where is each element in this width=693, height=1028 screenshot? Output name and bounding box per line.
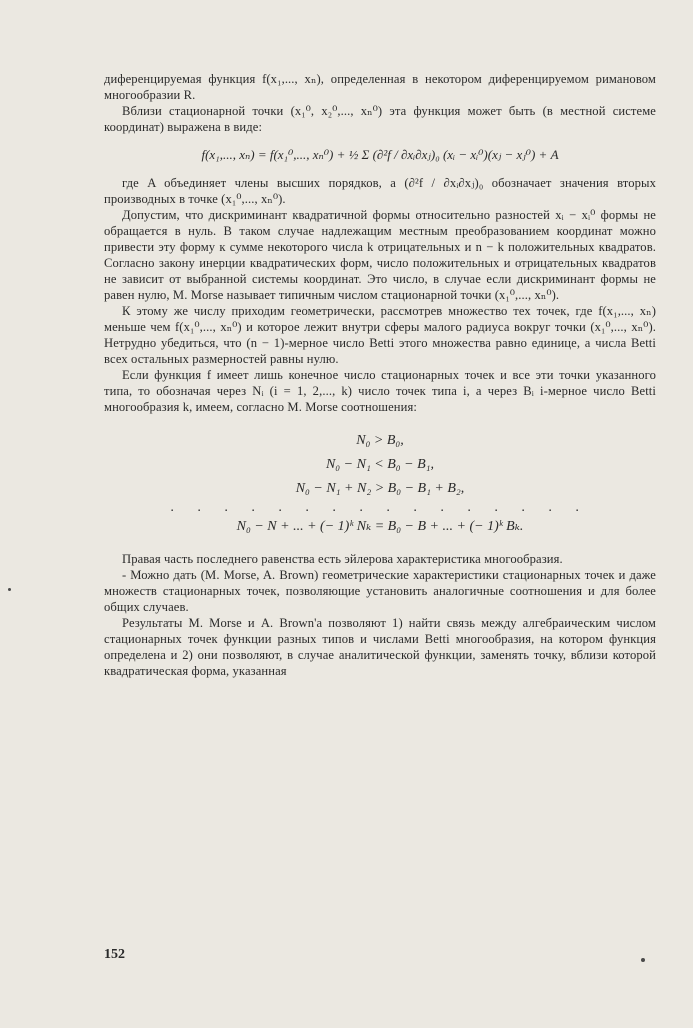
page-number: 152 bbox=[104, 947, 125, 962]
ellipsis-row: . . . . . . . . . . . . . . . . bbox=[170, 500, 590, 515]
paragraph: - Можно дать (M. Morse, A. Brown) геометрические характеристики стационарных точек и даже множеств стационарных точек, позволяющие установить аналогичные соотношения и для более общих случаев. bbox=[104, 568, 656, 614]
inequality-row: N₀ > B₀, bbox=[356, 433, 404, 448]
text-column bbox=[104, 71, 656, 679]
taylor-expansion-formula: f(x₁,..., xₙ) = f(x₁⁰,..., xₙ⁰) + ½ Σ (∂²f / ∂xᵢ∂xⱼ)₀ (xᵢ − xᵢ⁰)(xⱼ − xⱼ⁰) + A bbox=[201, 147, 559, 162]
ink-speck bbox=[8, 588, 11, 591]
paragraph: Правая часть последнего равенства есть эйлерова характеристика многообразия. bbox=[122, 552, 563, 566]
paragraph: где A объединяет члены высших порядков, а (∂²f / ∂xᵢ∂xⱼ)₀ обозначает значения вторых производных в точке (x₁⁰,..., xₙ⁰). bbox=[104, 176, 656, 206]
paragraph: диференцируемая функция f(x₁,..., xₙ), определенная в некотором диференцируемом римановом многообразии R. bbox=[104, 72, 656, 102]
paragraph: Вблизи стационарной точки (x₁⁰, x₂⁰,..., xₙ⁰) эта функция может быть (в местной системе координат) выражена в виде: bbox=[104, 104, 656, 134]
inequality-row: N₀ − N₁ < B₀ − B₁, bbox=[325, 457, 435, 472]
paragraph: Допустим, что дискриминант квадратичной формы относительно разностей xᵢ − xᵢ⁰ формы не обращается в нуль. В таком случае надлежащим местным преобразованием координат можно привести эту форму к сумме некоторого числа k отрицательных и n − k положительных квадратов. Согласно закону инерции квадратических форм, число положительных и отрицательных квадратов не зависит от выбранной системы координат. Это число, в случае если дискриминант формы не равен нулю, M. Morse называет типичным числом стационарной точки (x₁⁰,..., xₙ⁰). bbox=[104, 208, 656, 302]
equality-row: N₀ − N + ... + (− 1)ᵏ Nₖ = B₀ − B + ... + (− 1)ᵏ Bₖ. bbox=[236, 519, 524, 534]
paragraph: К этому же числу приходим геометрически, рассмотрев множество тех точек, где f(x₁,..., xₙ) меньше чем f(x₁⁰,..., xₙ⁰) и которое лежит внутри сферы малого радиуса вокруг точки (x₁⁰,..., xₙ⁰). Нетрудно убедиться, что (n − 1)-мерное число Betti этого множества равно единице, а числа Betti всех остальных размерностей равны нулю. bbox=[104, 304, 656, 366]
ink-speck bbox=[641, 958, 645, 962]
morse-inequalities bbox=[104, 429, 656, 539]
paragraph: Если функция f имеет лишь конечное число стационарных точек и все эти точки указанного типа, то обозначая через Nᵢ (i = 1, 2,..., k) число точек типа i, а через Bᵢ i-мерное число Betti многообразия k, имеем, согласно M. Morse соотношения: bbox=[104, 368, 656, 414]
inequality-row: N₀ − N₁ + N₂ > B₀ − B₁ + B₂, bbox=[295, 481, 465, 496]
paragraph: Результаты M. Morse и A. Brown'а позволяют 1) найти связь между алгебраическим числом стационарных точек функции разных типов и числами Betti многообразия, на котором функция определена и 2) они позволяют, в случае аналитической функции, заменять точку, вблизи которой квадратическая форма, указанная bbox=[104, 616, 656, 678]
